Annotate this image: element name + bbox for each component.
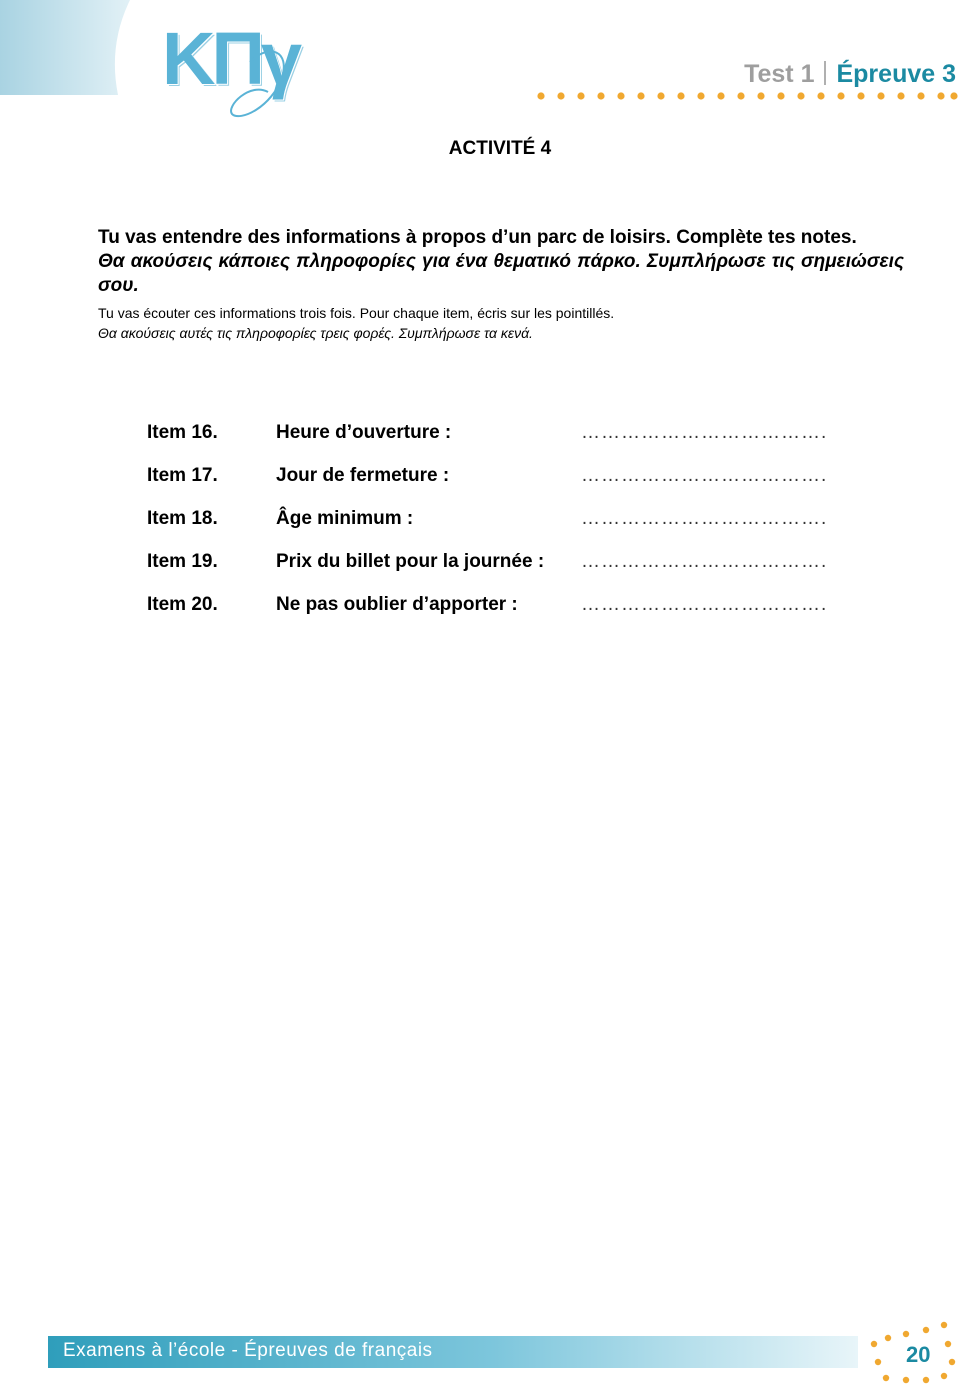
footer-text: Examens à l’école - Épreuves de français [63, 1340, 433, 1361]
logo-swirl-icon [150, 17, 300, 127]
page-number: 20 [906, 1342, 931, 1367]
answer-blank[interactable]: ………………………………. [581, 508, 828, 529]
item-label: Jour de fermeture : [276, 465, 450, 486]
item-number: Item 20. [147, 594, 218, 615]
item-label: Âge minimum : [276, 508, 414, 529]
logo [150, 17, 300, 127]
header-dots [536, 90, 960, 102]
instruction-fr: Tu vas entendre des informations à propos d’un parc de loisirs. Complète tes notes. [98, 227, 857, 248]
item-label: Ne pas oublier d’apporter : [276, 594, 518, 615]
epreuve-label: Épreuve 3 [836, 60, 956, 88]
answer-blank[interactable]: ………………………………. [581, 465, 828, 486]
activity-title: ACTIVITÉ 4 [448, 138, 552, 159]
item-number: Item 19. [147, 551, 218, 572]
instruction-gr: Θα ακούσεις κάποιες πληροφορίες για ένα θεματικό πάρκο. Συμπλήρωσε τις σημειώσεις σου. [98, 251, 904, 296]
title-separator [824, 61, 826, 85]
item-number: Item 17. [147, 465, 218, 486]
test-label: Test 1 [744, 60, 815, 88]
test-title [744, 60, 956, 89]
item-label: Heure d’ouverture : [276, 422, 452, 443]
sub-instruction-fr: Tu vas écouter ces informations trois fois. Pour chaque item, écris sur les pointillés. [98, 305, 615, 321]
item-number: Item 18. [147, 508, 218, 529]
item-label: Prix du billet pour la journée : [276, 551, 545, 572]
item-number: Item 16. [147, 422, 218, 443]
answer-blank[interactable]: ………………………………. [581, 422, 828, 443]
answer-blank[interactable]: ………………………………. [581, 594, 828, 615]
logo-text: ΚΠγ [162, 17, 299, 100]
sub-instruction-gr: Θα ακούσεις αυτές τις πληροφορίες τρεις φορές. Συμπλήρωσε τα κενά. [98, 325, 533, 341]
answer-blank[interactable]: ………………………………. [581, 551, 828, 572]
